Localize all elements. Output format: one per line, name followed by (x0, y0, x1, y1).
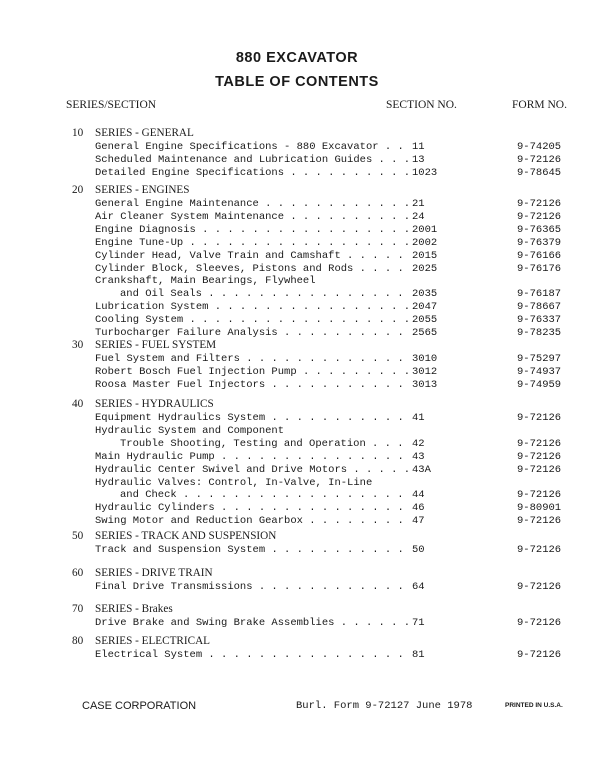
entry-title: Fuel System and Filters . . . (95, 353, 410, 365)
entry-title: and Check . . . (120, 489, 410, 501)
section-number: 21 (412, 198, 425, 210)
entry-title: Hydraulic Cylinders . . . (95, 502, 410, 514)
series-heading (72, 635, 210, 647)
form-number: 9-72126 (517, 617, 562, 629)
series-title: SERIES - FUEL SYSTEM (95, 339, 217, 351)
series-title: SERIES - HYDRAULICS (95, 398, 214, 410)
series-heading (72, 530, 276, 542)
form-number-column-header: FORM NO. (512, 99, 567, 111)
entry-title: Detailed Engine Specifications . . . (95, 167, 410, 179)
form-number: 9-72126 (517, 581, 562, 593)
form-number: 9-72126 (517, 450, 562, 463)
section-number: 42 (412, 437, 425, 450)
entry-title: Hydraulic System and Component (95, 424, 285, 437)
section-number: 44 (412, 489, 425, 502)
section-number: 11 (412, 141, 425, 153)
entry-title: Equipment Hydraulics System . . . (95, 412, 410, 424)
entry-title: Lubrication System . . . (95, 301, 410, 313)
entry-title: Scheduled Maintenance and Lubrication Guides . . . (95, 154, 410, 166)
section-number: 2002 (412, 236, 438, 249)
section-number: 2035 (412, 288, 438, 301)
entry-title: Electrical System . . . (95, 649, 410, 661)
entry-title: Crankshaft, Main Bearings, Flywheel (95, 275, 316, 288)
toc-entry (0, 237, 594, 249)
toc-entry (0, 617, 594, 629)
section-number: 41 (412, 412, 425, 424)
series-title: SERIES - ENGINES (95, 184, 190, 196)
toc-entry (0, 366, 594, 378)
document-title: 880 EXCAVATOR (235, 50, 359, 66)
toc-entry (0, 649, 594, 661)
form-number: 9-76176 (517, 262, 562, 275)
series-heading (72, 398, 214, 410)
series-heading (72, 567, 213, 579)
form-number: 9-76166 (517, 249, 562, 262)
toc-entry (0, 250, 594, 262)
toc-entry (0, 314, 594, 326)
section-number: 46 (412, 502, 425, 515)
form-number: 9-78235 (517, 327, 562, 339)
section-number-column-header: SECTION NO. (386, 99, 457, 111)
form-number: 9-72126 (517, 153, 562, 166)
toc-entry (0, 211, 594, 223)
form-number: 9-76337 (517, 314, 562, 327)
entry-title: Main Hydraulic Pump . . . (95, 451, 410, 463)
toc-entry (0, 425, 594, 437)
section-number: 64 (412, 581, 425, 593)
series-title: SERIES - GENERAL (95, 127, 194, 139)
form-number: 9-76379 (517, 236, 562, 249)
series-title: SERIES - DRIVE TRAIN (95, 567, 213, 579)
toc-entry (0, 412, 594, 424)
form-number: 9-72126 (517, 649, 562, 661)
toc-entry (0, 379, 594, 391)
entry-title: Cylinder Head, Valve Train and Camshaft . . . (95, 250, 410, 262)
series-title: SERIES - ELECTRICAL (95, 635, 210, 647)
toc-entry (0, 451, 594, 463)
series-number: 30 (72, 339, 84, 351)
entry-title: and Oil Seals . . . (120, 288, 410, 300)
section-number: 71 (412, 617, 425, 629)
section-number: 43A (412, 463, 431, 476)
form-number: 9-72126 (517, 437, 562, 450)
series-number: 20 (72, 184, 84, 196)
form-number: 9-80901 (517, 502, 562, 515)
section-number: 47 (412, 515, 425, 528)
company-name: CASE CORPORATION (82, 700, 197, 712)
form-number: 9-72126 (517, 198, 562, 210)
toc-entry (0, 141, 594, 153)
section-number: 81 (412, 649, 425, 661)
form-number: 9-74959 (517, 378, 562, 391)
toc-entry (0, 301, 594, 313)
form-number: 9-72126 (517, 515, 562, 528)
series-column-header: SERIES/SECTION (66, 99, 157, 111)
form-number: 9-74937 (517, 365, 562, 378)
toc-entry (0, 353, 594, 365)
section-number: 13 (412, 153, 425, 166)
form-number: 9-78667 (517, 301, 562, 314)
section-number: 50 (412, 544, 425, 556)
toc-entry (0, 581, 594, 593)
series-number: 50 (72, 530, 84, 542)
section-number: 3012 (412, 365, 438, 378)
form-number: 9-72126 (517, 463, 562, 476)
toc-entry (0, 464, 594, 476)
entry-title: Robert Bosch Fuel Injection Pump . . . (95, 366, 410, 378)
entry-title: Cooling System . . . (95, 314, 410, 326)
section-number: 1023 (412, 166, 438, 179)
section-number: 3010 (412, 353, 438, 365)
entry-title: General Engine Specifications - 880 Excavator . . . (95, 141, 410, 153)
entry-title: Swing Motor and Reduction Gearbox . . . (95, 515, 410, 527)
form-number: 9-74205 (517, 141, 562, 153)
entry-title: Cylinder Block, Sleeves, Pistons and Rods . . . (95, 263, 410, 275)
series-heading (72, 184, 189, 196)
entry-title: Air Cleaner System Maintenance . . . (95, 211, 410, 223)
entry-title: Final Drive Transmissions . . . (95, 581, 410, 593)
toc-entry (0, 438, 594, 450)
series-number: 40 (72, 398, 84, 410)
form-number: 9-75297 (517, 353, 562, 365)
section-number: 2015 (412, 249, 438, 262)
entry-title: Engine Diagnosis . . . (95, 224, 410, 236)
series-title: SERIES - Brakes (95, 603, 173, 615)
toc-entry (0, 288, 594, 300)
series-heading (72, 127, 194, 139)
form-number: 9-72126 (517, 412, 562, 424)
toc-entry (0, 154, 594, 166)
printed-in-usa: PRINTED IN U.S.A. (505, 702, 563, 709)
form-number: 9-72126 (517, 544, 562, 556)
series-title: SERIES - TRACK AND SUSPENSION (95, 530, 277, 542)
form-number: 9-76187 (517, 288, 562, 301)
series-heading (72, 339, 216, 351)
entry-title: Track and Suspension System . . . (95, 544, 410, 556)
toc-entry (0, 224, 594, 236)
form-number: 9-72126 (517, 489, 562, 502)
entry-title: Hydraulic Center Swivel and Drive Motors . . . (95, 464, 410, 476)
section-number: 43 (412, 450, 425, 463)
series-number: 70 (72, 603, 84, 615)
entry-title: Turbocharger Failure Analysis . . . (95, 327, 410, 339)
section-number: 2055 (412, 314, 438, 327)
entry-title: General Engine Maintenance . . . (95, 198, 410, 210)
entry-title: Roosa Master Fuel Injectors . . . (95, 379, 410, 391)
form-number: 9-72126 (517, 210, 562, 223)
entry-title: Trouble Shooting, Testing and Operation . . . (120, 438, 410, 450)
toc-entry (0, 167, 594, 179)
entry-title: Hydraulic Valves: Control, In-Valve, In-Line (95, 476, 373, 489)
series-number: 10 (72, 127, 84, 139)
section-number: 3013 (412, 378, 438, 391)
section-number: 24 (412, 210, 425, 223)
toc-entry (0, 477, 594, 489)
series-number: 60 (72, 567, 84, 579)
toc-entry (0, 489, 594, 501)
section-number: 2001 (412, 223, 438, 236)
section-number: 2565 (412, 327, 438, 339)
form-number: 9-76365 (517, 223, 562, 236)
toc-entry (0, 275, 594, 287)
toc-entry (0, 544, 594, 556)
toc-entry (0, 502, 594, 514)
form-number: 9-78645 (517, 166, 562, 179)
toc-entry (0, 198, 594, 210)
section-number: 2047 (412, 301, 438, 314)
entry-title: Drive Brake and Swing Brake Assemblies . . . (95, 617, 410, 629)
entry-title: Engine Tune-Up . . . (95, 237, 410, 249)
document-subtitle: TABLE OF CONTENTS (215, 74, 379, 90)
series-number: 80 (72, 635, 84, 647)
section-number: 2025 (412, 262, 438, 275)
toc-entry (0, 263, 594, 275)
form-info: Burl. Form 9-72127 June 1978 (296, 700, 473, 712)
series-heading (72, 603, 173, 615)
toc-entry (0, 515, 594, 527)
toc-entry (0, 327, 594, 339)
